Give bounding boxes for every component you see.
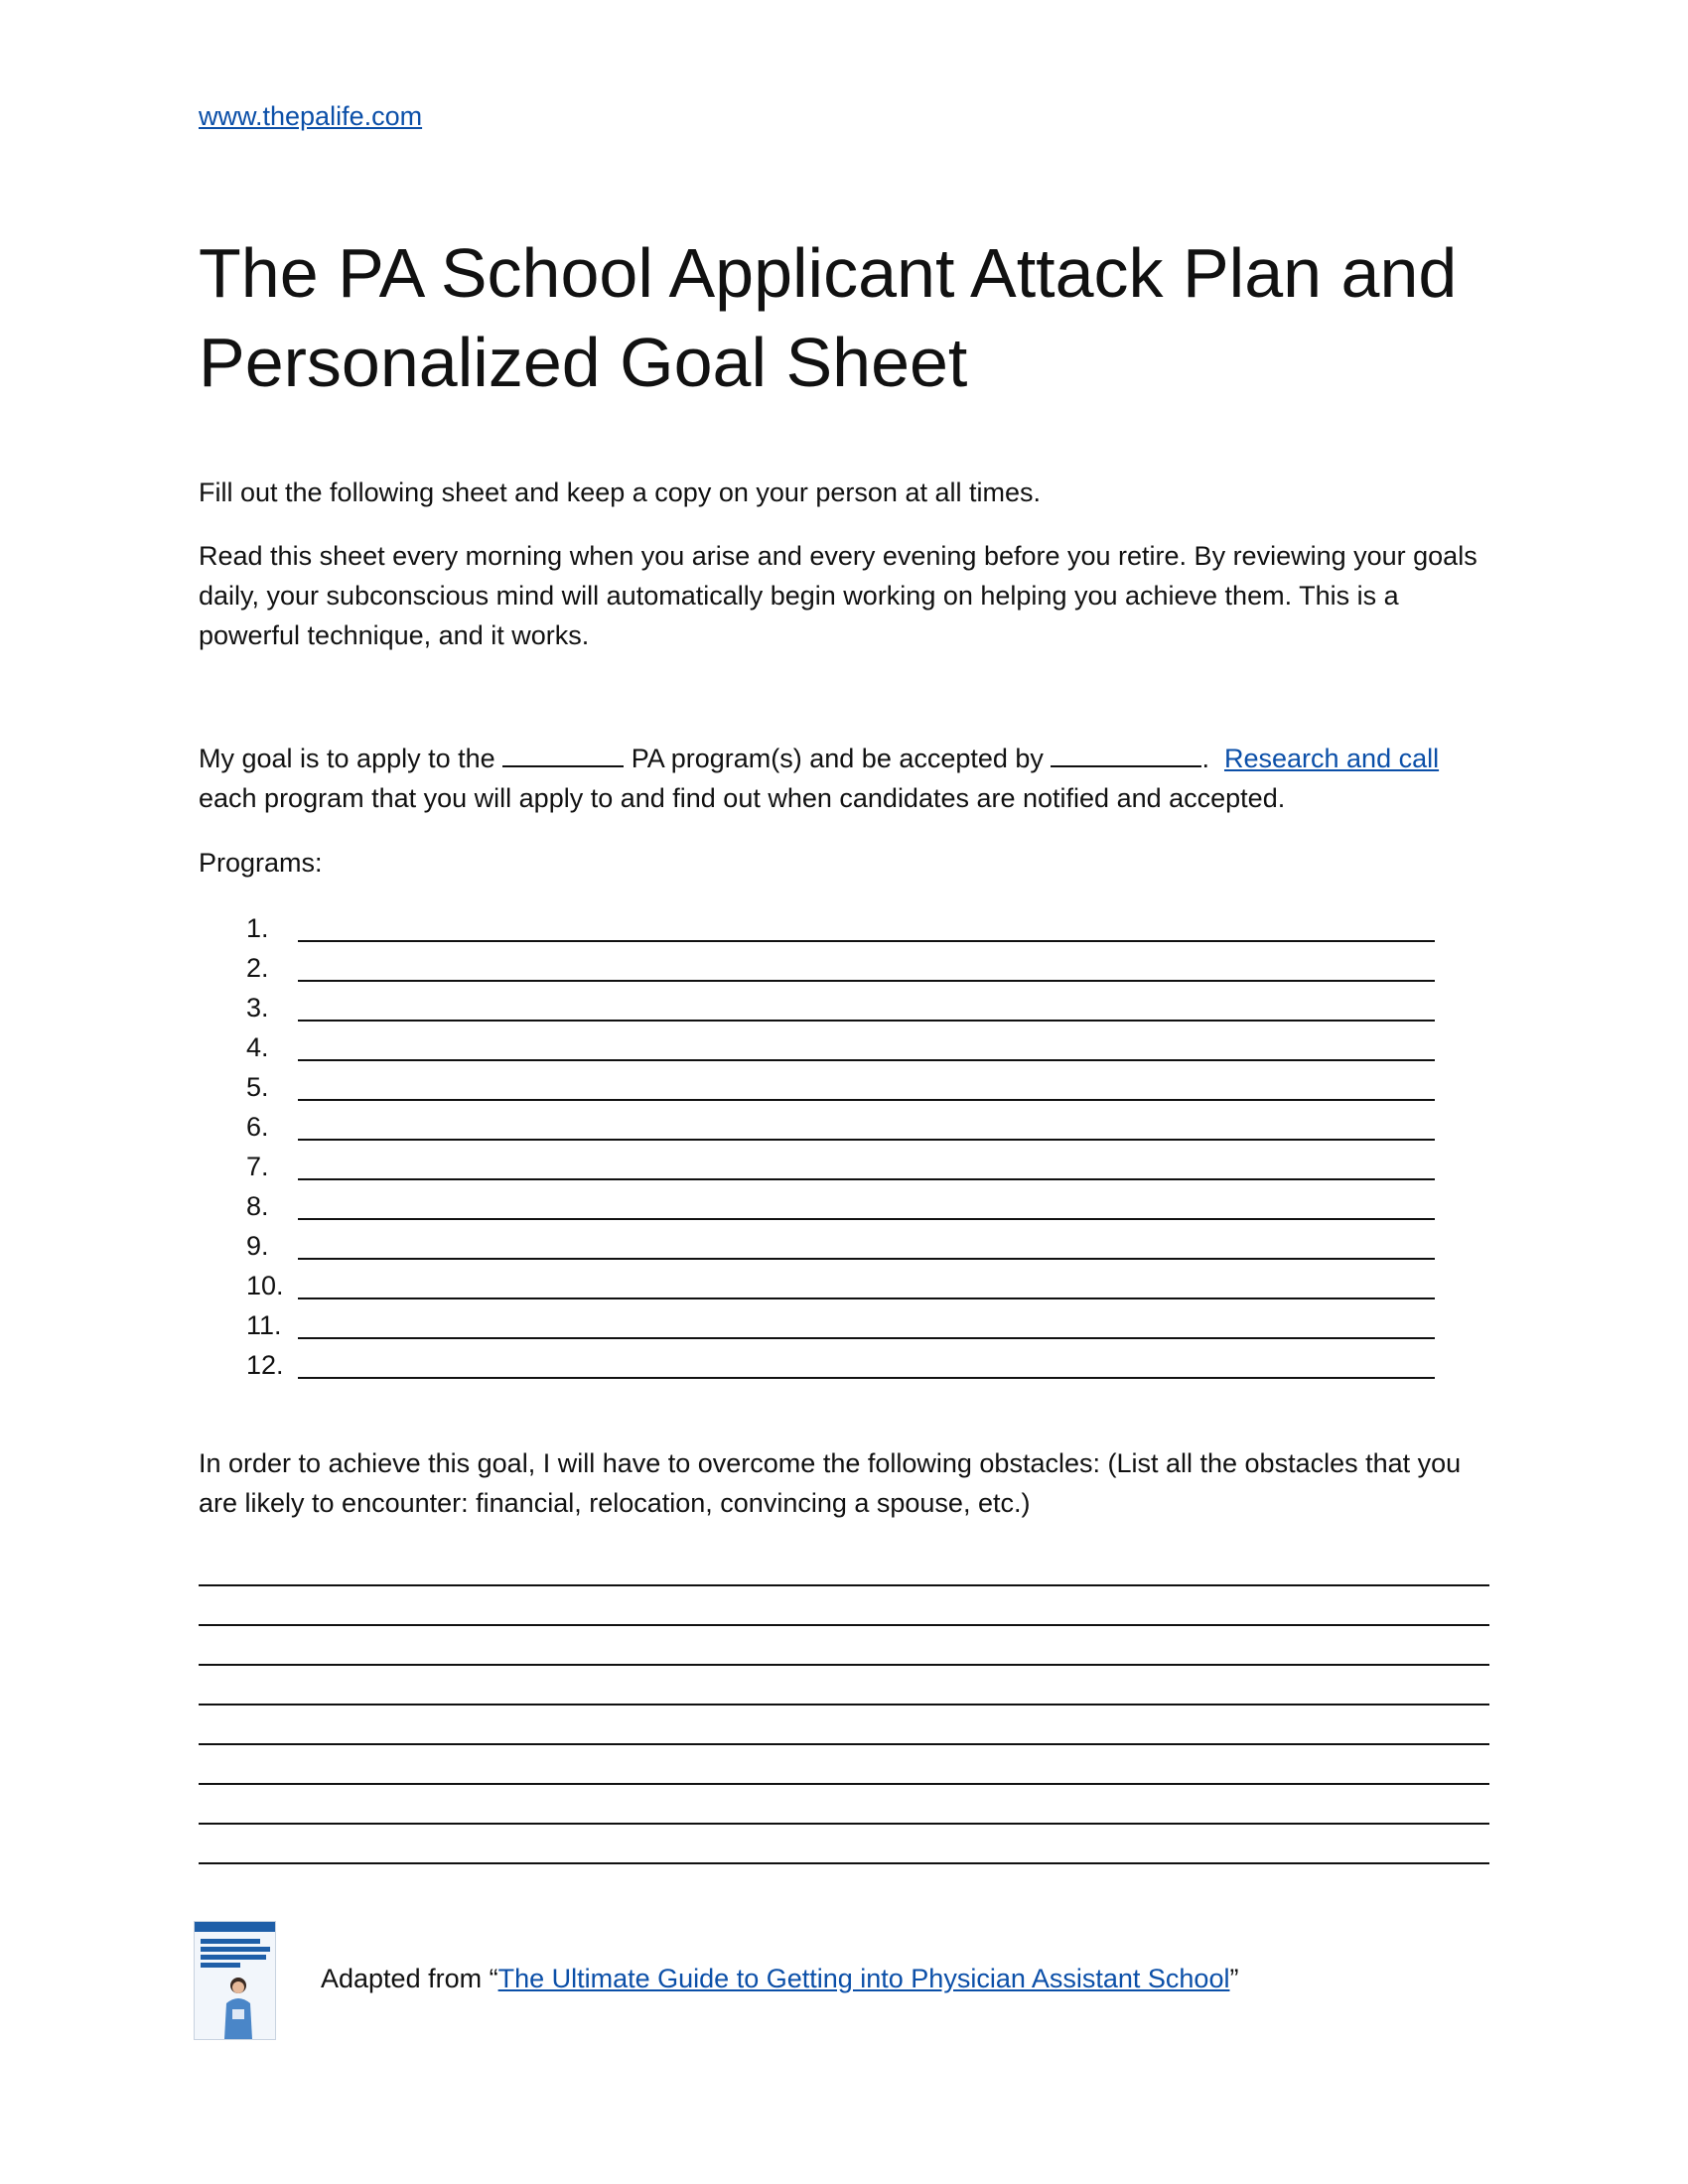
obstacle-line[interactable] [199, 1747, 1489, 1785]
obstacle-line[interactable] [199, 1827, 1489, 1864]
program-row [199, 1305, 1440, 1345]
research-and-call-link[interactable]: Research and call [1223, 744, 1440, 773]
book-link[interactable]: The Ultimate Guide to Getting into Physician Assistant School [497, 1964, 1230, 1993]
programs-label: Programs: [199, 848, 323, 878]
program-number: 2. [246, 953, 269, 983]
program-entry-line[interactable] [298, 1337, 1435, 1339]
program-count-blank[interactable] [502, 740, 624, 767]
program-row [199, 1147, 1440, 1186]
goal-statement [199, 739, 1489, 818]
program-row [199, 1186, 1440, 1226]
programs-list [199, 908, 1440, 1385]
program-entry-line[interactable] [298, 1377, 1435, 1379]
intro-paragraph-2: Read this sheet every morning when you arise and every evening before you retire. By reviewing your goals daily, your subconscious mind will automatically begin working on helping you achieve them. This is a powerful technique, and it works. [199, 541, 1477, 650]
obstacles-prompt: In order to achieve this goal, I will have to overcome the following obstacles: (List all the obstacles that you are likely to encounter: financial, relocation, convincing a spouse, etc.) [199, 1448, 1462, 1518]
footer-prefix: Adapted from “ [321, 1964, 498, 1993]
title-line-1: The PA School Applicant Attack Plan and [199, 234, 1458, 312]
program-row [199, 1027, 1440, 1067]
book-cover-image [194, 1921, 276, 2040]
program-row [199, 948, 1440, 988]
program-number: 6. [246, 1112, 269, 1142]
title-line-2: Personalized Goal Sheet [199, 324, 968, 401]
obstacle-line[interactable] [199, 1787, 1489, 1825]
program-entry-line[interactable] [298, 1218, 1435, 1220]
program-entry-line[interactable] [298, 1020, 1435, 1022]
program-number: 12. [246, 1350, 284, 1380]
program-row [199, 1345, 1440, 1385]
goal-text-a: My goal is to apply to the [199, 744, 495, 773]
program-number: 10. [246, 1271, 284, 1300]
program-row [199, 1226, 1440, 1266]
obstacle-line[interactable] [199, 1668, 1489, 1706]
program-number: 11. [246, 1310, 282, 1340]
program-row [199, 1107, 1440, 1147]
program-entry-line[interactable] [298, 1178, 1435, 1180]
program-entry-line[interactable] [298, 1258, 1435, 1260]
program-row [199, 1266, 1440, 1305]
person-figure-icon [218, 1974, 258, 2039]
program-number: 4. [246, 1032, 269, 1062]
footer [194, 1921, 1484, 2040]
program-entry-line[interactable] [298, 1059, 1435, 1061]
program-number: 9. [246, 1231, 269, 1261]
site-link[interactable]: www.thepalife.com [199, 101, 423, 131]
goal-text-d: each program that you will apply to and find out when candidates are notified and accepted. [199, 783, 1286, 813]
program-number: 7. [246, 1152, 269, 1181]
program-number: 8. [246, 1191, 269, 1221]
program-entry-line[interactable] [298, 980, 1435, 982]
program-row [199, 908, 1440, 948]
obstacles-lines [199, 1549, 1489, 1866]
program-number: 5. [246, 1072, 269, 1102]
program-entry-line[interactable] [298, 1139, 1435, 1141]
intro-paragraph-1: Fill out the following sheet and keep a copy on your person at all times. [199, 478, 1041, 507]
obstacle-line[interactable] [199, 1549, 1489, 1586]
acceptance-date-blank[interactable] [1051, 740, 1201, 767]
obstacle-line[interactable] [199, 1588, 1489, 1626]
program-number: 1. [246, 913, 269, 943]
program-number: 3. [246, 993, 269, 1023]
obstacle-line[interactable] [199, 1628, 1489, 1666]
obstacle-line[interactable] [199, 1707, 1489, 1745]
footer-suffix: ” [1229, 1964, 1239, 1993]
goal-text-c: . [1201, 744, 1209, 773]
program-entry-line[interactable] [298, 1099, 1435, 1101]
footer-attribution [321, 1959, 1238, 1998]
goal-text-b: PA program(s) and be accepted by [631, 744, 1044, 773]
program-entry-line[interactable] [298, 1297, 1435, 1299]
page-title [199, 228, 1489, 407]
program-row [199, 988, 1440, 1027]
program-row [199, 1067, 1440, 1107]
program-entry-line[interactable] [298, 940, 1435, 942]
